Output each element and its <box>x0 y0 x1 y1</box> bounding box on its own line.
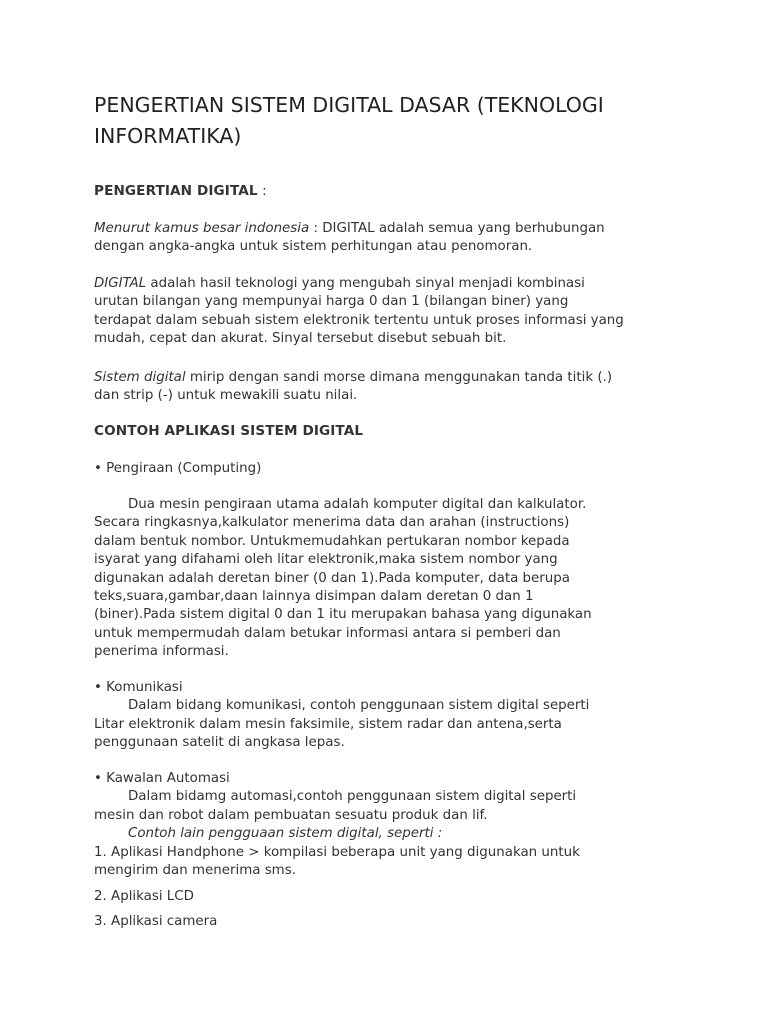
title-line: INFORMATIKA) <box>94 124 242 148</box>
paragraph-line: (biner).Pada sistem digital 0 dan 1 itu merupakan bahasa yang digunakan <box>94 607 592 623</box>
paragraph-pengiraan <box>94 496 694 662</box>
paragraph-line: penggunaan satelit di angkasa lepas. <box>94 735 345 751</box>
list-item-lcd <box>94 888 694 906</box>
paragraph-komunikasi <box>94 679 694 753</box>
list-item: 1. Aplikasi Handphone > kompilasi beberapa unit yang digunakan untuk <box>94 844 580 860</box>
italic-lead: Menurut kamus besar indonesia <box>94 221 310 236</box>
paragraph-line: terdapat dalam sebuah sistem elektronik tertentu untuk proses informasi yang <box>94 312 624 328</box>
italic-lead: DIGITAL <box>94 276 147 291</box>
italic-lead: Sistem digital <box>94 370 186 385</box>
paragraph-definition-kamus <box>94 220 694 257</box>
lead-rest: adalah hasil teknologi yang mengubah sinyal menjadi kombinasi <box>146 276 585 291</box>
paragraph-line: Dalam bidang komunikasi, contoh penggunaan sistem digital seperti <box>128 698 590 714</box>
paragraph-line: mudah, cepat dan akurat. Sinyal tersebut disebut sebuah bit. <box>94 331 507 347</box>
paragraph-line: Secara ringkasnya,kalkulator menerima data dan arahan (instructions) <box>94 515 570 531</box>
paragraph-line: teks,suara,gambar,daan lainnya disimpan dalam deretan 0 dan 1 <box>94 589 534 605</box>
bullet-pengiraan-title <box>94 460 694 478</box>
paragraph-line: Dua mesin pengiraan utama adalah komputer digital dan kalkulator. <box>128 497 587 512</box>
list-item-camera <box>94 913 694 931</box>
list-item: 2. Aplikasi LCD <box>94 889 194 904</box>
paragraph-line: mesin dan robot dalam pembuatan sesuatu produk dan lif. <box>94 807 488 823</box>
paragraph-line: urutan bilangan yang mempunyai harga 0 dan 1 (bilangan biner) yang <box>94 294 569 310</box>
section-heading-pengertian <box>94 183 267 199</box>
paragraph-line: dan strip (-) untuk mewakili suatu nilai. <box>94 388 358 404</box>
list-item: 3. Aplikasi camera <box>94 914 218 929</box>
section-heading-contoh: CONTOH APLIKASI SISTEM DIGITAL <box>94 423 364 439</box>
paragraph-line: untuk mempermudah dalam betukar informasi antara si pemberi dan <box>94 625 561 641</box>
document-title <box>94 90 714 152</box>
paragraph-line: digunakan adalah deretan biner (0 dan 1).Pada komputer, data berupa <box>94 570 570 586</box>
paragraph-line: penerima informasi. <box>94 644 229 660</box>
paragraph-definition-digital <box>94 275 694 349</box>
paragraph-line <box>94 369 694 387</box>
paragraph-sistem-digital <box>94 369 694 406</box>
paragraph-line <box>94 220 694 238</box>
lead-rest: : DIGITAL adalah semua yang berhubungan <box>309 221 605 236</box>
bullet-title: • Komunikasi <box>94 680 183 695</box>
paragraph-line: dengan angka-angka untuk sistem perhitungan atau penomoran. <box>94 239 533 255</box>
title-line: PENGERTIAN SISTEM DIGITAL DASAR (TEKNOLOGI <box>94 93 604 117</box>
paragraph-line: dalam bentuk nombor. Untukmemudahkan pertukaran nombor kepada <box>94 533 570 549</box>
lead-rest: mirip dengan sandi morse dimana menggunakan tanda titik (.) <box>185 370 613 385</box>
bullet-title: • Kawalan Automasi <box>94 771 230 786</box>
paragraph-kawalan-automasi <box>94 770 694 880</box>
section-heading-text: PENGERTIAN DIGITAL <box>94 183 258 199</box>
paragraph-line <box>94 275 694 293</box>
bullet-title: • Pengiraan (Computing) <box>94 461 262 476</box>
heading-colon: : <box>257 183 267 199</box>
paragraph-line: Dalam bidamg automasi,contoh penggunaan sistem digital seperti <box>128 789 577 805</box>
paragraph-line: isyarat yang difahami oleh litar elektronik,maka sistem nombor yang <box>94 552 558 568</box>
paragraph-line: Contoh lain pengguaan sistem digital, seperti : <box>128 826 443 842</box>
paragraph-line: Litar elektronik dalam mesin faksimile, sistem radar dan antena,serta <box>94 716 562 732</box>
list-item: mengirim dan menerima sms. <box>94 863 296 879</box>
